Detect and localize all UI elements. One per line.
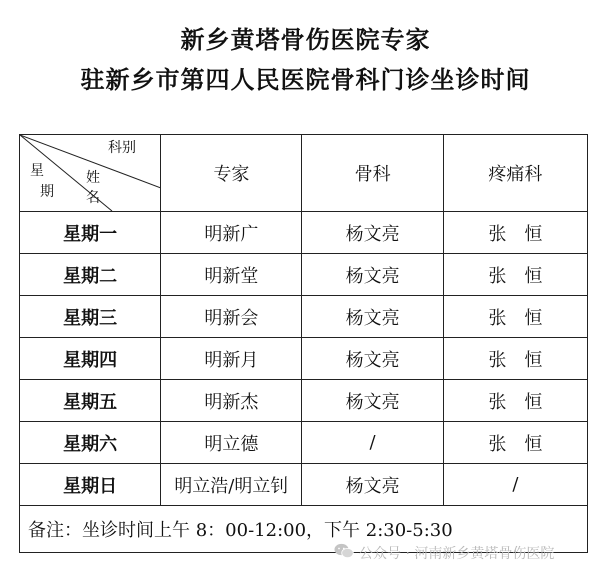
- day-cell: 星期三: [20, 296, 161, 338]
- column-header-expert: 专家: [161, 135, 302, 212]
- day-cell: 星期六: [20, 422, 161, 464]
- pain-cell: /: [443, 464, 587, 506]
- expert-cell: 明立德: [161, 422, 302, 464]
- table-row: [20, 464, 588, 506]
- day-cell: 星期一: [20, 212, 161, 254]
- header-row: [20, 135, 588, 212]
- table-row: [20, 212, 588, 254]
- table-row: [20, 422, 588, 464]
- corner-day-label-1: 星: [30, 163, 44, 179]
- expert-cell: 明新月: [161, 338, 302, 380]
- wechat-icon: [334, 543, 354, 563]
- expert-cell: 明新会: [161, 296, 302, 338]
- ortho-cell: /: [302, 422, 443, 464]
- pain-cell: 张恒: [443, 338, 587, 380]
- title-line-2: 驻新乡市第四人民医院骨科门诊坐诊时间: [80, 66, 531, 94]
- expert-cell: 明新杰: [161, 380, 302, 422]
- pain-cell: 张恒: [443, 422, 587, 464]
- ortho-cell: 杨文亮: [302, 338, 443, 380]
- corner-day-label-2: 期: [40, 184, 54, 200]
- corner-subject-label: 科别: [108, 140, 136, 156]
- pain-cell: 张恒: [443, 212, 587, 254]
- ortho-cell: 杨文亮: [302, 212, 443, 254]
- column-header-pain: 疼痛科: [443, 135, 587, 212]
- day-cell: 星期日: [20, 464, 161, 506]
- expert-cell: 明新广: [161, 212, 302, 254]
- expert-cell: 明新堂: [161, 254, 302, 296]
- ortho-cell: 杨文亮: [302, 380, 443, 422]
- note-text: 备注：坐诊时间上午 8：00-12:00，下午 2:30-5:30: [20, 506, 588, 553]
- expert-cell: 明立浩/明立钊: [161, 464, 302, 506]
- pain-cell: 张恒: [443, 296, 587, 338]
- day-cell: 星期四: [20, 338, 161, 380]
- schedule-table: [19, 134, 588, 553]
- corner-cell: [20, 135, 161, 212]
- corner-name-label-2: 名: [86, 190, 100, 206]
- pain-cell: 张恒: [443, 380, 587, 422]
- table-row: [20, 296, 588, 338]
- pain-cell: 张恒: [443, 254, 587, 296]
- corner-name-label-1: 姓: [86, 170, 100, 186]
- ortho-cell: 杨文亮: [302, 254, 443, 296]
- watermark-text: 公众号 · 河南新乡黄塔骨伤医院: [359, 546, 555, 562]
- column-header-ortho: 骨科: [302, 135, 443, 212]
- ortho-cell: 杨文亮: [302, 296, 443, 338]
- title-line-1: 新乡黄塔骨伤医院专家: [180, 26, 431, 54]
- table-row: [20, 254, 588, 296]
- ortho-cell: 杨文亮: [302, 464, 443, 506]
- table-row: [20, 380, 588, 422]
- watermark: [334, 541, 554, 565]
- day-cell: 星期五: [20, 380, 161, 422]
- day-cell: 星期二: [20, 254, 161, 296]
- table-row: [20, 338, 588, 380]
